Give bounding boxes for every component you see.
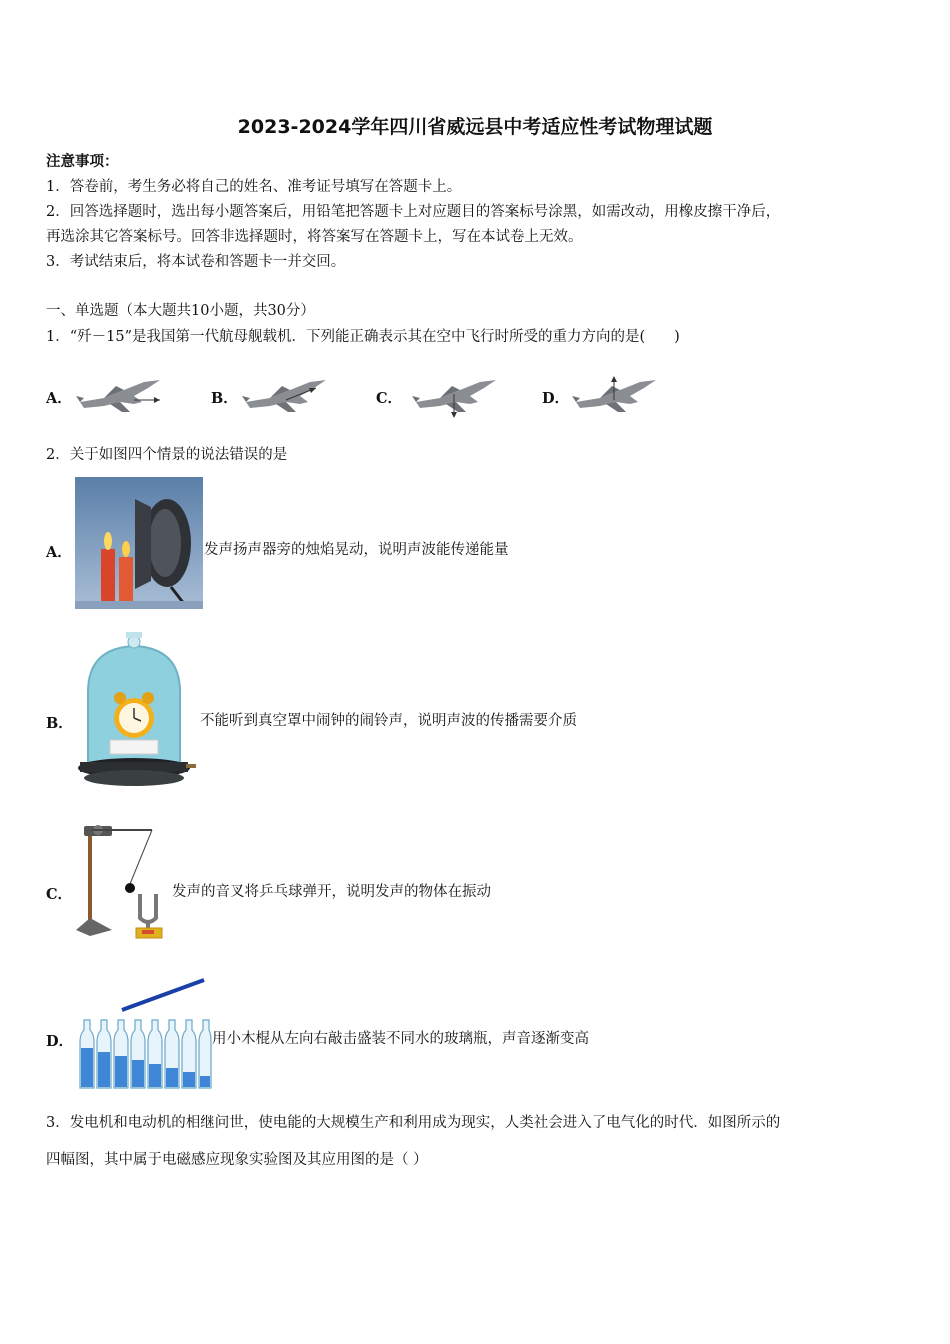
q1-option-d-jet-image [570,372,660,420]
q2-stem: 2．关于如图四个情景的说法错误的是 [46,447,288,463]
q1-option-c-jet-image [410,372,500,420]
q1-option-a-letter: A． [46,390,72,407]
q1-option-c-letter: C． [376,390,403,407]
q3-stem-line-2: 四幅图，其中属于电磁感应现象实验图及其应用图的是（ ） [46,1152,428,1168]
q1-option-b-letter: B． [211,390,238,407]
q2-option-a-letter: A． [46,544,72,561]
q1-option-a-jet-image [74,372,164,420]
q2-option-b-bell-jar-image [76,632,198,788]
notice-heading: 注意事项： [46,153,119,170]
q2-option-c-letter: C． [46,886,73,903]
q2-option-c-text: 发声的音叉将乒乓球弹开，说明发声的物体在振动 [172,884,491,900]
q1-stem: 1．“歼－15”是我国第一代航母舰载机．下列能正确表示其在空中飞行时所受的重力方向的是( ) [46,329,680,345]
section-heading: 一、单选题（本大题共10小题，共30分） [46,303,315,319]
page-title: 2023-2024学年四川省威远县中考适应性考试物理试题 [237,116,713,138]
q3-stem-line-1: 3．发电机和电动机的相继问世，使电能的大规模生产和利用成为现实，人类社会进入了电气化的时代．如图所示的 [46,1115,781,1131]
q2-option-a-candle-speaker-image [75,477,203,609]
q2-option-a-text: 发声扬声器旁的烛焰晃动，说明声波能传递能量 [204,542,509,558]
q2-option-c-tuning-fork-image [76,818,172,944]
q1-option-d-letter: D． [542,390,570,407]
q2-option-b-letter: B． [46,715,73,732]
notice-item-3: 3．考试结束后，将本试卷和答题卡一并交回。 [46,254,346,270]
q2-option-b-text: 不能听到真空罩中闹钟的闹铃声，说明声波的传播需要介质 [200,713,577,729]
q2-option-d-text: 用小木棍从左向右敲击盛装不同水的玻璃瓶，声音逐渐变高 [212,1031,589,1047]
notice-item-2: 2．回答选择题时，选出每小题答案后，用铅笔把答题卡上对应题目的答案标号涂黑，如需改动，用橡皮擦干净后， [46,204,781,220]
notice-item-2-cont: 再选涂其它答案标号。回答非选择题时，将答案写在答题卡上，写在本试卷上无效。 [46,229,583,245]
notice-item-1: 1．答卷前，考生务必将自己的姓名、准考证号填写在答题卡上。 [46,179,462,195]
q1-option-b-jet-image [240,372,330,420]
q2-option-d-letter: D． [46,1033,74,1050]
q2-option-d-glass-bottles-image [78,976,212,1094]
